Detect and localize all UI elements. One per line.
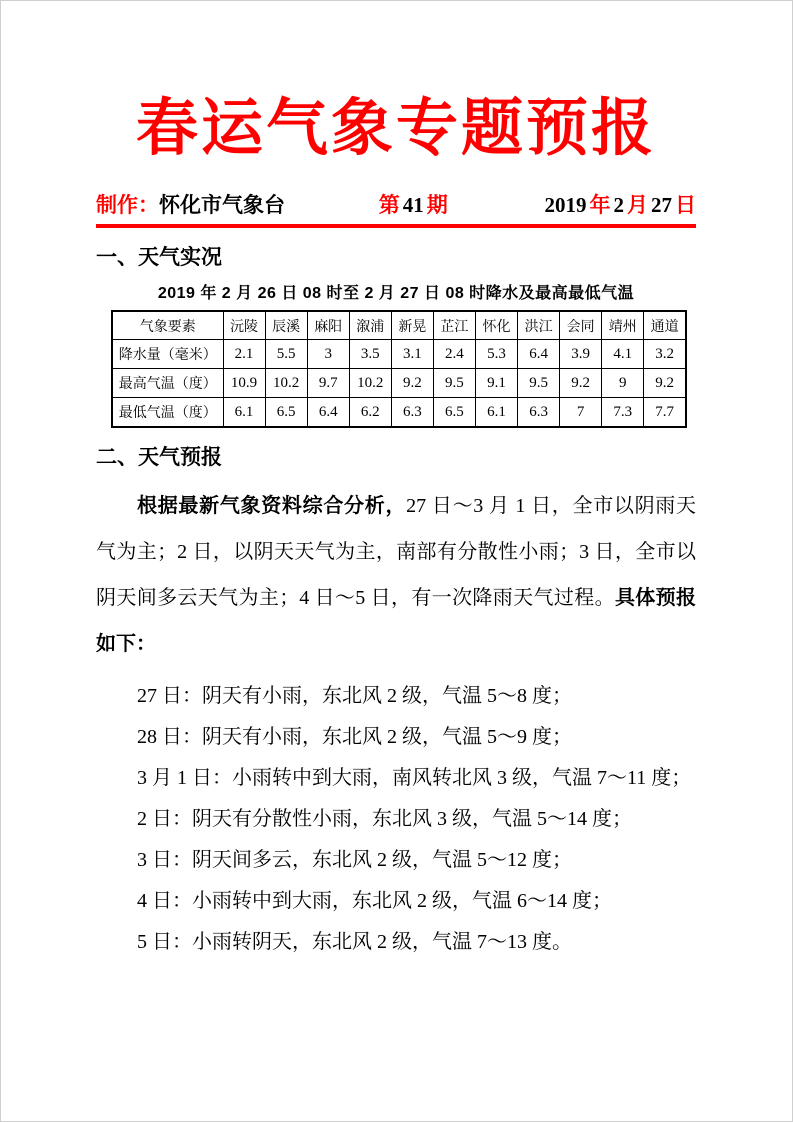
maker-label: 制作： — [96, 193, 159, 217]
forecast-item-day5: 5 日：小雨转阴天，东北风 2 级，气温 7～13 度。 — [137, 930, 572, 953]
table-header-cell: 会同 — [560, 311, 602, 340]
table-cell: 9.1 — [475, 369, 517, 398]
table-row-min-temp — [112, 398, 686, 427]
weather-table-title: 2019 年 2 月 26 日 08 时至 2 月 27 日 08 时降水及最高最低气温 — [157, 284, 635, 302]
table-header-cell: 沅陵 — [223, 311, 265, 340]
table-cell: 9.5 — [433, 369, 475, 398]
table-cell: 7 — [560, 398, 602, 427]
table-cell: 6.4 — [518, 340, 560, 369]
forecast-item-day28: 28 日：阴天有小雨，东北风 2 级，气温 5～9 度； — [137, 725, 572, 748]
issue-number: 41 — [402, 192, 424, 217]
table-cell: 9.7 — [307, 369, 349, 398]
forecast-item-day4: 4 日：小雨转中到大雨，东北风 2 级，气温 6～14 度； — [137, 889, 612, 912]
forecast-intro-paragraph — [96, 483, 696, 667]
table-cell: 9.2 — [391, 369, 433, 398]
table-header-cell: 芷江 — [433, 311, 475, 340]
table-cell: 9.2 — [560, 369, 602, 398]
table-cell: 6.2 — [349, 398, 391, 427]
table-cell: 6.5 — [433, 398, 475, 427]
table-cell: 4.1 — [602, 340, 644, 369]
intro-body: 27 日～3 月 1 日，全市以阴雨天气为主；2 日，以阴天天气为主，南部有分散性小雨；3 日，全市以阴天间多云天气为主；4 日～5 日，有一次降雨天气过程。 — [96, 494, 697, 609]
date-year: 2019 — [544, 192, 587, 217]
maker-name: 怀化市气象台 — [159, 193, 285, 217]
date-month: 2 — [613, 192, 624, 217]
table-header-row — [112, 311, 686, 340]
table-header-cell: 麻阳 — [307, 311, 349, 340]
table-cell: 9.5 — [518, 369, 560, 398]
table-cell: 2.1 — [223, 340, 265, 369]
forecast-item-mar1: 3 月 1 日：小雨转中到大雨，南风转北风 3 级，气温 7～11 度； — [137, 766, 692, 789]
section-heading-actual-weather: 一、天气实况 — [96, 245, 222, 269]
table-row-precipitation — [112, 340, 686, 369]
table-header-cell: 怀化 — [475, 311, 517, 340]
forecast-list — [96, 676, 696, 963]
table-cell: 10.2 — [349, 369, 391, 398]
section-heading-forecast: 二、天气预报 — [96, 445, 222, 469]
document-title: 春运气象专题预报 — [135, 95, 656, 163]
table-cell: 6.1 — [223, 398, 265, 427]
forecast-item-day2: 2 日：阴天有分散性小雨，东北风 3 级，气温 5～14 度； — [137, 807, 632, 830]
table-cell: 5.5 — [265, 340, 307, 369]
table-cell: 5.3 — [475, 340, 517, 369]
forecast-item-day27: 27 日：阴天有小雨，东北风 2 级，气温 5～8 度； — [137, 684, 572, 707]
table-cell: 7.3 — [602, 398, 644, 427]
table-header-cell: 洪江 — [518, 311, 560, 340]
row-label: 最低气温（度） — [112, 398, 223, 427]
table-header-cell: 气象要素 — [112, 311, 223, 340]
document-meta-line — [96, 189, 696, 219]
intro-bold-lead: 根据最新气象资料综合分析， — [137, 494, 407, 517]
table-row-max-temp — [112, 369, 686, 398]
table-cell: 3.5 — [349, 340, 391, 369]
date-day: 27 — [651, 192, 672, 217]
table-cell: 6.3 — [518, 398, 560, 427]
issue-prefix: 第 — [378, 193, 400, 217]
date-year-unit: 年 — [589, 193, 611, 217]
issue-suffix: 期 — [426, 193, 448, 217]
table-cell: 9 — [602, 369, 644, 398]
table-cell: 3.2 — [644, 340, 686, 369]
table-cell: 10.9 — [223, 369, 265, 398]
date-month-unit: 月 — [627, 193, 648, 217]
table-cell: 7.7 — [644, 398, 686, 427]
table-cell: 2.4 — [433, 340, 475, 369]
row-label: 降水量（毫米） — [112, 340, 223, 369]
table-header-cell: 辰溪 — [265, 311, 307, 340]
forecast-item-day3: 3 日：阴天间多云，东北风 2 级，气温 5～12 度； — [137, 848, 572, 871]
table-cell: 6.3 — [391, 398, 433, 427]
red-divider-rule — [96, 224, 696, 228]
date-day-unit: 日 — [675, 193, 696, 217]
table-cell: 3 — [307, 340, 349, 369]
table-cell: 3.1 — [391, 340, 433, 369]
table-header-cell: 新晃 — [391, 311, 433, 340]
row-label: 最高气温（度） — [112, 369, 223, 398]
table-cell: 6.4 — [307, 398, 349, 427]
table-cell: 3.9 — [560, 340, 602, 369]
table-cell: 9.2 — [644, 369, 686, 398]
issue-group — [379, 189, 448, 219]
intro-bold-tail: 具体预报如下： — [96, 586, 697, 655]
table-header-cell: 靖州 — [602, 311, 644, 340]
weather-observation-table — [111, 310, 687, 428]
table-cell: 10.2 — [265, 369, 307, 398]
date-group — [542, 189, 697, 219]
table-header-cell: 通道 — [644, 311, 686, 340]
table-cell: 6.5 — [265, 398, 307, 427]
document-content — [1, 85, 792, 963]
table-cell: 6.1 — [475, 398, 517, 427]
table-header-cell: 溆浦 — [349, 311, 391, 340]
maker-group — [96, 189, 285, 219]
